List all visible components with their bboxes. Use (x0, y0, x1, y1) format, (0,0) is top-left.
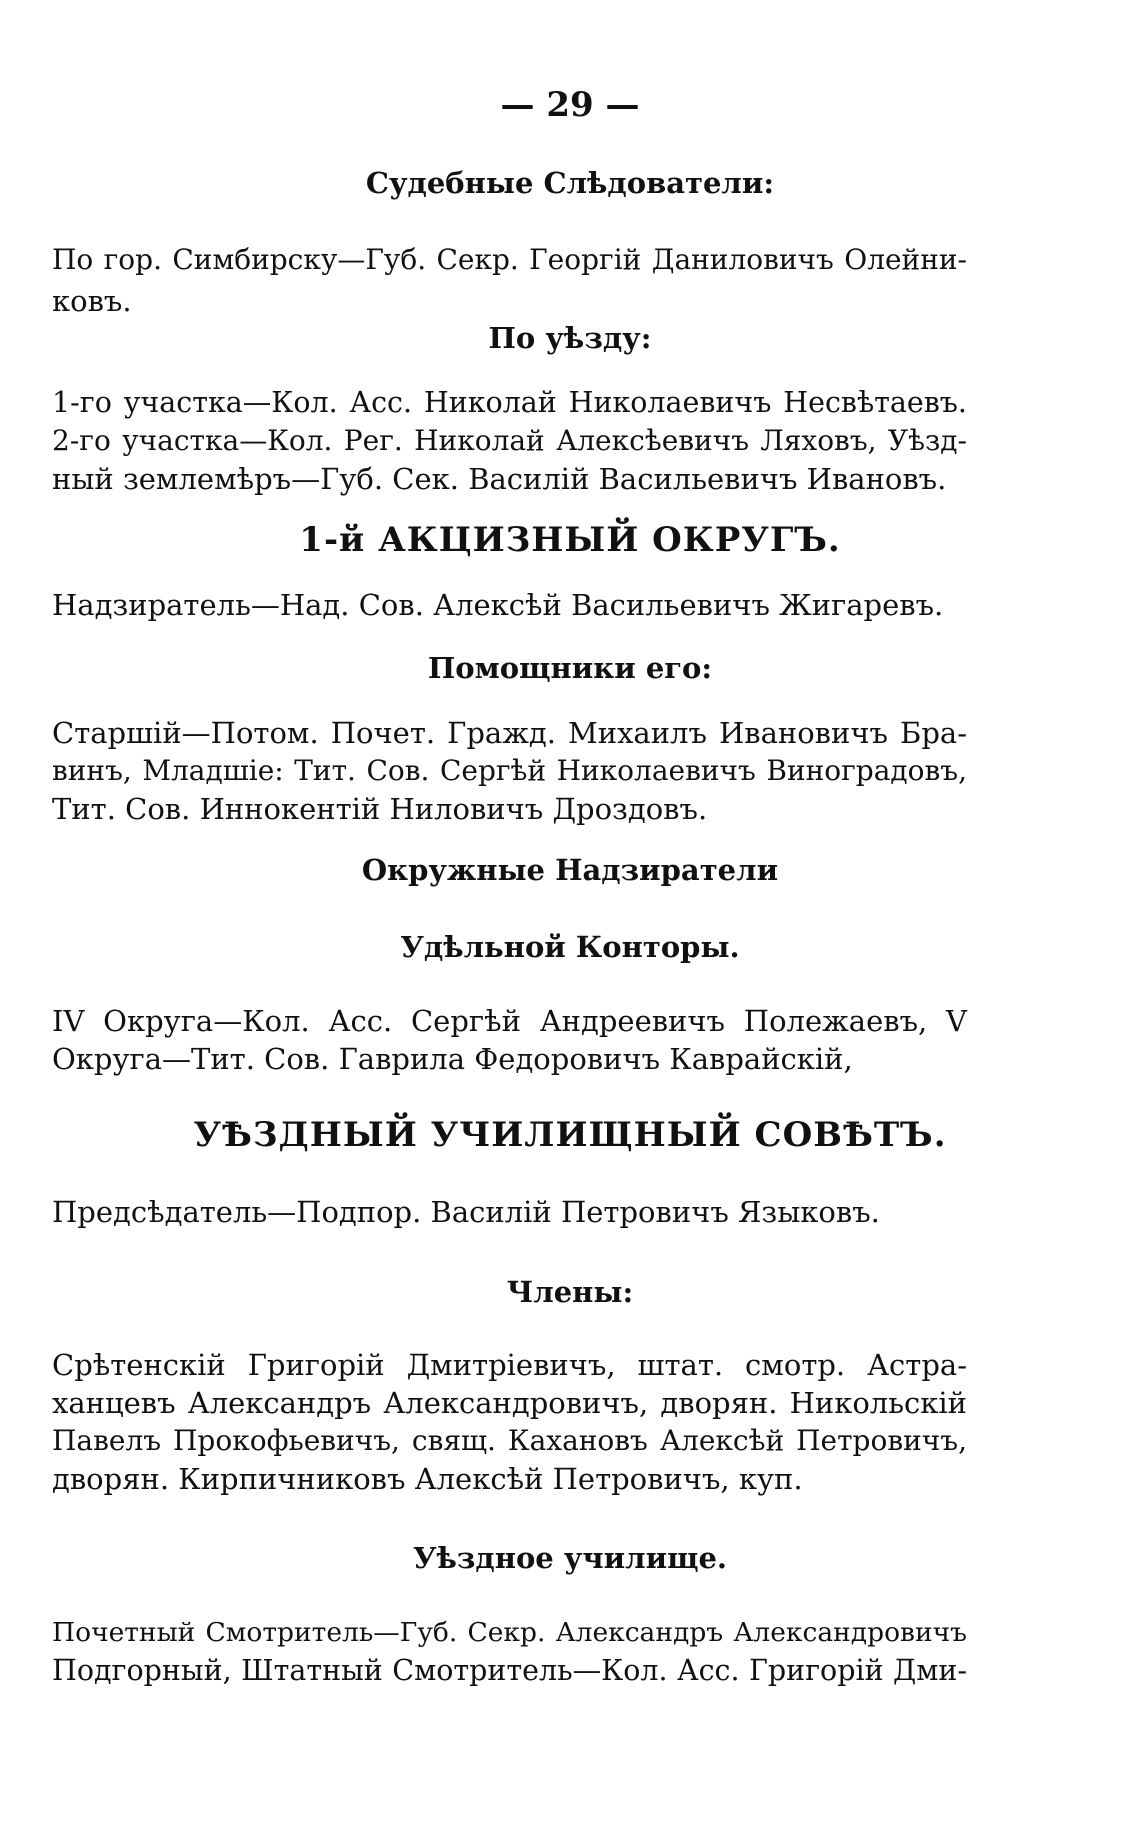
text-line: ханцевъ Александръ Александровичъ, дворян. Никольскій (52, 1386, 967, 1420)
text-line: дворян. Кирпичниковъ Алексѣй Петровичъ, куп. (52, 1462, 803, 1496)
text-line: Срѣтенскій Григорій Дмитріевичъ, штат. смотр. Астра- (52, 1348, 967, 1382)
section-heading-district-supervisors: Окружные Надзиратели (361, 853, 779, 887)
section-heading-county-school: Уѣздное училище. (412, 1541, 728, 1575)
text-line: Тит. Сов. Иннокентій Ниловичъ Дроздовъ. (52, 792, 708, 826)
subheading-assistants: Помощники его: (427, 651, 713, 685)
section-heading-excise-district: 1-й АКЦИЗНЫЙ ОКРУГЪ. (299, 520, 841, 560)
text-line: ный землемѣръ—Губ. Сек. Василій Васильевичъ Ивановъ. (52, 462, 947, 496)
text-line: Предсѣдатель—Подпор. Василій Петровичъ Языковъ. (52, 1195, 880, 1229)
section-heading-appanage-office: Удѣльной Конторы. (400, 930, 740, 964)
text-line: IV Округа—Кол. Асс. Сергѣй Андреевичъ Полежаевъ, V (52, 1004, 967, 1038)
section-heading-judicial-investigators: Судебные Слѣдователи: (365, 166, 775, 200)
text-line: Надзиратель—Над. Сов. Алексѣй Васильевичъ Жигаревъ. (52, 588, 944, 622)
text-line: По гор. Симбирску—Губ. Секр. Георгій Даниловичъ Олейни- (52, 243, 967, 276)
text-line: 1-го участка—Кол. Асс. Николай Николаевичъ Несвѣтаевъ. (52, 386, 967, 419)
text-line: 2-го участка—Кол. Рег. Николай Алексѣевичъ Ляховъ, Уѣзд- (52, 424, 967, 457)
text-line: винъ, Младшіе: Тит. Сов. Сергѣй Николаевичъ Виноградовъ, (52, 754, 967, 787)
text-line: Почетный Смотритель—Губ. Секр. Александръ Александровичъ (52, 1617, 967, 1648)
text-line: Округа—Тит. Сов. Гаврила Федоровичъ Каврайскій, (52, 1042, 853, 1076)
text-line: Павелъ Прокофьевичъ, свящ. Кахановъ Алексѣй Петровичъ, (52, 1424, 967, 1457)
subheading-members: Члены: (506, 1275, 634, 1309)
text-line: Старшій—Потом. Почет. Гражд. Михаилъ Ивановичъ Бра- (52, 716, 967, 750)
text-line: ковъ. (52, 284, 132, 318)
section-heading-school-council: УѢЗДНЫЙ УЧИЛИЩНЫЙ СОВѢТЪ. (193, 1115, 947, 1155)
text-line: Подгорный, Штатный Смотритель—Кол. Асс. Григорій Дми- (52, 1654, 967, 1687)
page-number: — 29 — (500, 85, 640, 125)
subheading-county: По уѣзду: (488, 321, 652, 355)
